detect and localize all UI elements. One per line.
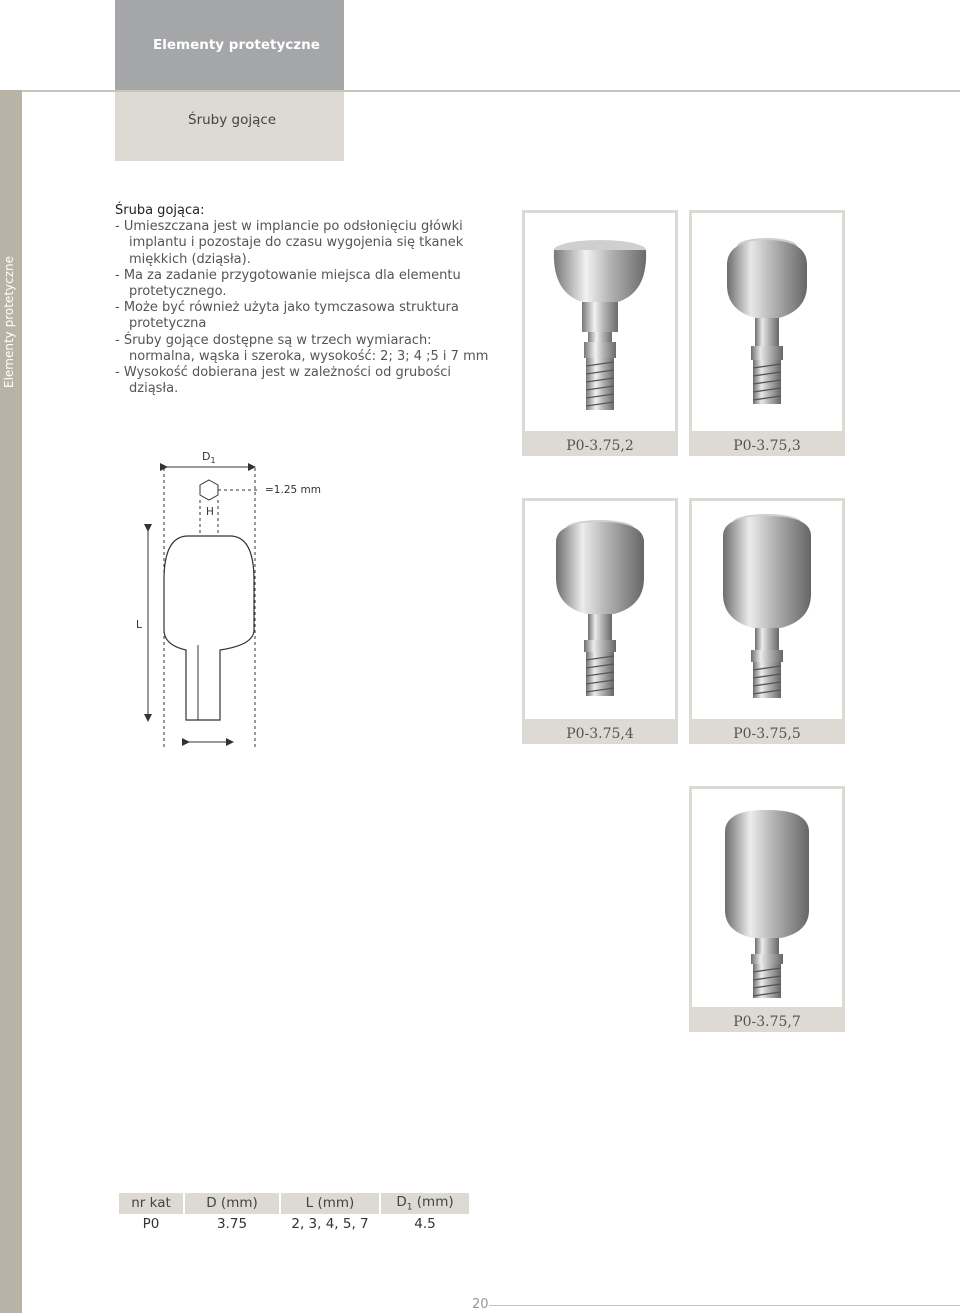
footer-divider [489,1305,960,1306]
product-image-screw-h4 [522,498,678,718]
cell-catalog: P0 [142,1215,160,1232]
product-image-screw-h7 [689,786,845,1006]
hex-socket-shape [200,480,218,500]
product-image-wide-screw [522,210,678,430]
product-card [522,498,678,744]
product-card [689,210,845,456]
section-tab-label: Elementy protetyczne [153,37,320,53]
cell-d: 3.75 [216,1215,248,1232]
description-item: - Umieszczana jest w implancie po odsłonięciu główki implantu i pozostaje do czasu wygojenia się tkanek miękkich (dziąsła). [115,219,464,267]
description-item: - Ma za zadanie przygotowanie miejsca dla elementu protetycznego. [115,267,461,300]
l-label: L [136,619,142,631]
header-d1-letter: D [396,1194,407,1210]
header-cell-catalog: nr kat [119,1193,183,1214]
side-label: Elementy protetyczne [2,255,16,388]
screw-outline [164,536,254,720]
header-cell-l: L (mm) [281,1193,379,1214]
description-item: - Wysokość dobierana jest w zależności od grubości dziąsła. [115,365,452,397]
product-code: P0-3.75,5 [733,726,801,742]
product-code: P0-3.75,4 [566,726,634,742]
subsection-tab-label: Śruby gojące [188,112,277,128]
cell-d1: 4.5 [414,1215,436,1232]
product-code: P0-3.75,3 [733,438,801,454]
header-cell-d1 [381,1193,469,1214]
description [115,203,495,397]
product-image-screw-h3 [689,210,845,430]
description-item: - Może być również użyta jako tymczasowa struktura protetyczna [115,300,459,332]
product-card [522,210,678,456]
h-label: H [206,506,214,518]
table-row [119,1214,469,1234]
spec-table-header-row [119,1193,469,1214]
page-number: 20 [472,1297,489,1312]
hex-size-note: =1.25 mm [265,484,321,496]
subsection-tab [115,92,344,161]
product-code: P0-3.75,7 [733,1014,801,1030]
d1-label: $D_1$ [202,450,216,465]
header-cell-d: D (mm) [185,1193,279,1214]
product-card [689,786,845,1032]
description-title: Śruba gojąca: [115,203,205,218]
header-d1-sub: 1 [406,1202,413,1213]
side-strip [0,90,22,1313]
header-d1-unit: (mm) [412,1194,454,1210]
cell-l: 2, 3, 4, 5, 7 [291,1215,369,1232]
product-image-screw-h5 [689,498,845,718]
product-card [689,498,845,744]
spec-table [117,1193,471,1234]
description-item: - Śruby gojące dostępne są w trzech wymiarach: normalna, wąska i szeroka, wysokość: 2; 3; 4 ;5 i 7 mm [115,332,489,364]
dimension-diagram [120,440,340,760]
product-code: P0-3.75,2 [566,438,634,454]
section-tab [115,0,344,90]
